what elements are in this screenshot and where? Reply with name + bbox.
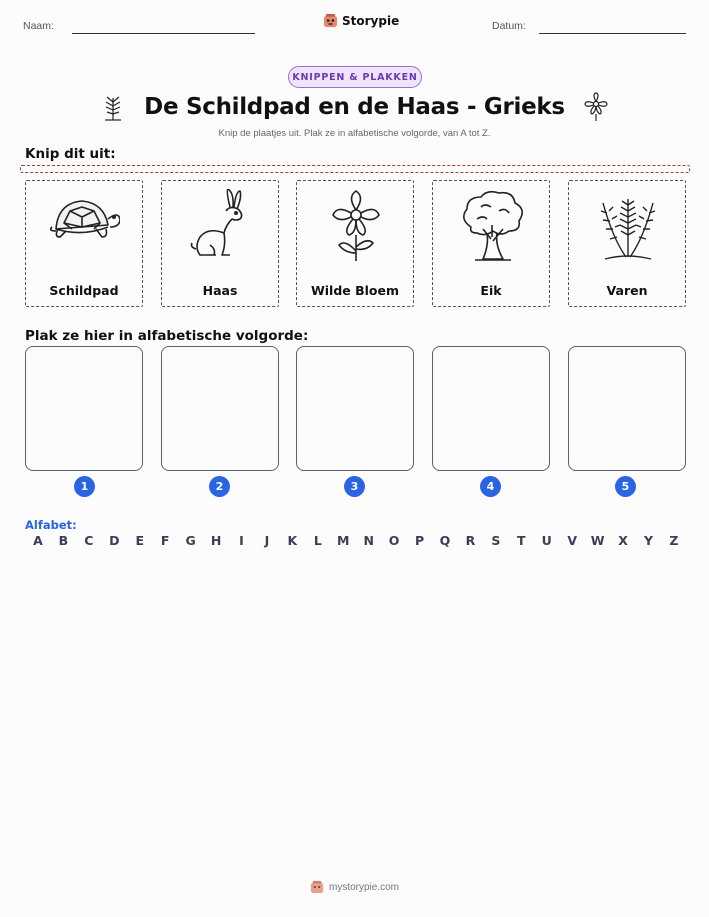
alphabet-letter: S [491, 533, 501, 548]
alphabet-letter: V [567, 533, 578, 548]
cut-line [20, 165, 690, 173]
alphabet-letter: U [541, 533, 552, 548]
instructions: Knip de plaatjes uit. Plak ze in alfabetische volgorde, van A tot Z. [218, 128, 491, 139]
paste-box-2[interactable] [161, 346, 279, 471]
alphabet-letter: N [363, 533, 374, 548]
alphabet-letter: H [210, 533, 222, 548]
alphabet-row [31, 533, 681, 548]
flower-icon [321, 189, 391, 263]
turtle-icon [50, 189, 120, 263]
position-number: 4 [480, 476, 501, 497]
paste-box-1[interactable] [25, 346, 143, 471]
alphabet-label: Alfabet: [25, 518, 77, 532]
alphabet-letter: A [33, 533, 43, 548]
alphabet-letter: E [135, 533, 145, 548]
alphabet-letter: K [287, 533, 298, 548]
page-title: De Schildpad en de Haas - Grieks [144, 94, 565, 120]
cut-card-hare[interactable] [161, 180, 279, 307]
hare-icon [186, 189, 256, 263]
cut-card-flower[interactable] [296, 180, 414, 307]
cut-card-turtle[interactable] [25, 180, 143, 307]
card-label: Wilde Bloem [310, 283, 400, 298]
brand-logo [323, 13, 399, 28]
paste-box-4[interactable] [432, 346, 550, 471]
alphabet-letter: R [465, 533, 476, 548]
position-number: 3 [344, 476, 365, 497]
oak-tree-icon [457, 189, 527, 263]
date-label: Datum: [492, 20, 526, 32]
date-line[interactable] [539, 33, 686, 34]
alphabet-letter: O [388, 533, 400, 548]
alphabet-letter: J [264, 533, 270, 548]
flower-decoration-icon [583, 92, 609, 122]
alphabet-letter: Q [439, 533, 451, 548]
paste-box-5[interactable] [568, 346, 686, 471]
fern-icon [593, 189, 663, 263]
alphabet-letter: W [590, 533, 605, 548]
paste-section-label: Plak ze hier in alfabetische volgorde: [25, 328, 309, 344]
name-label: Naam: [23, 20, 54, 32]
card-label: Haas [202, 283, 238, 298]
alphabet-letter: M [337, 533, 350, 548]
storypie-logo-icon [310, 880, 324, 894]
position-number: 1 [74, 476, 95, 497]
alphabet-letter: G [185, 533, 196, 548]
cut-card-fern[interactable] [568, 180, 686, 307]
brand-name: Storypie [342, 13, 400, 28]
alphabet-letter: Z [669, 533, 679, 548]
alphabet-letter: F [160, 533, 170, 548]
alphabet-letter: I [239, 533, 244, 548]
alphabet-letter: Y [643, 533, 654, 548]
cut-section-label: Knip dit uit: [25, 146, 116, 162]
title-row [0, 92, 709, 122]
footer-site[interactable]: mystorypie.com [328, 881, 399, 893]
fern-decoration-icon [100, 92, 126, 122]
alphabet-letter: D [109, 533, 120, 548]
footer [0, 880, 709, 894]
card-label: Schildpad [49, 283, 119, 298]
card-label: Varen [606, 283, 648, 298]
position-number: 2 [209, 476, 230, 497]
alphabet-letter: T [517, 533, 526, 548]
alphabet-letter: C [84, 533, 94, 548]
alphabet-letter: L [313, 533, 322, 548]
cut-card-oak[interactable] [432, 180, 550, 307]
position-number: 5 [615, 476, 636, 497]
alphabet-letter: B [58, 533, 69, 548]
activity-badge: KNIPPEN & PLAKKEN [288, 66, 422, 88]
name-line[interactable] [72, 33, 255, 34]
paste-box-3[interactable] [296, 346, 414, 471]
card-label: Eik [480, 283, 502, 298]
storypie-logo-icon [323, 13, 338, 28]
alphabet-letter: X [618, 533, 628, 548]
alphabet-letter: P [414, 533, 425, 548]
